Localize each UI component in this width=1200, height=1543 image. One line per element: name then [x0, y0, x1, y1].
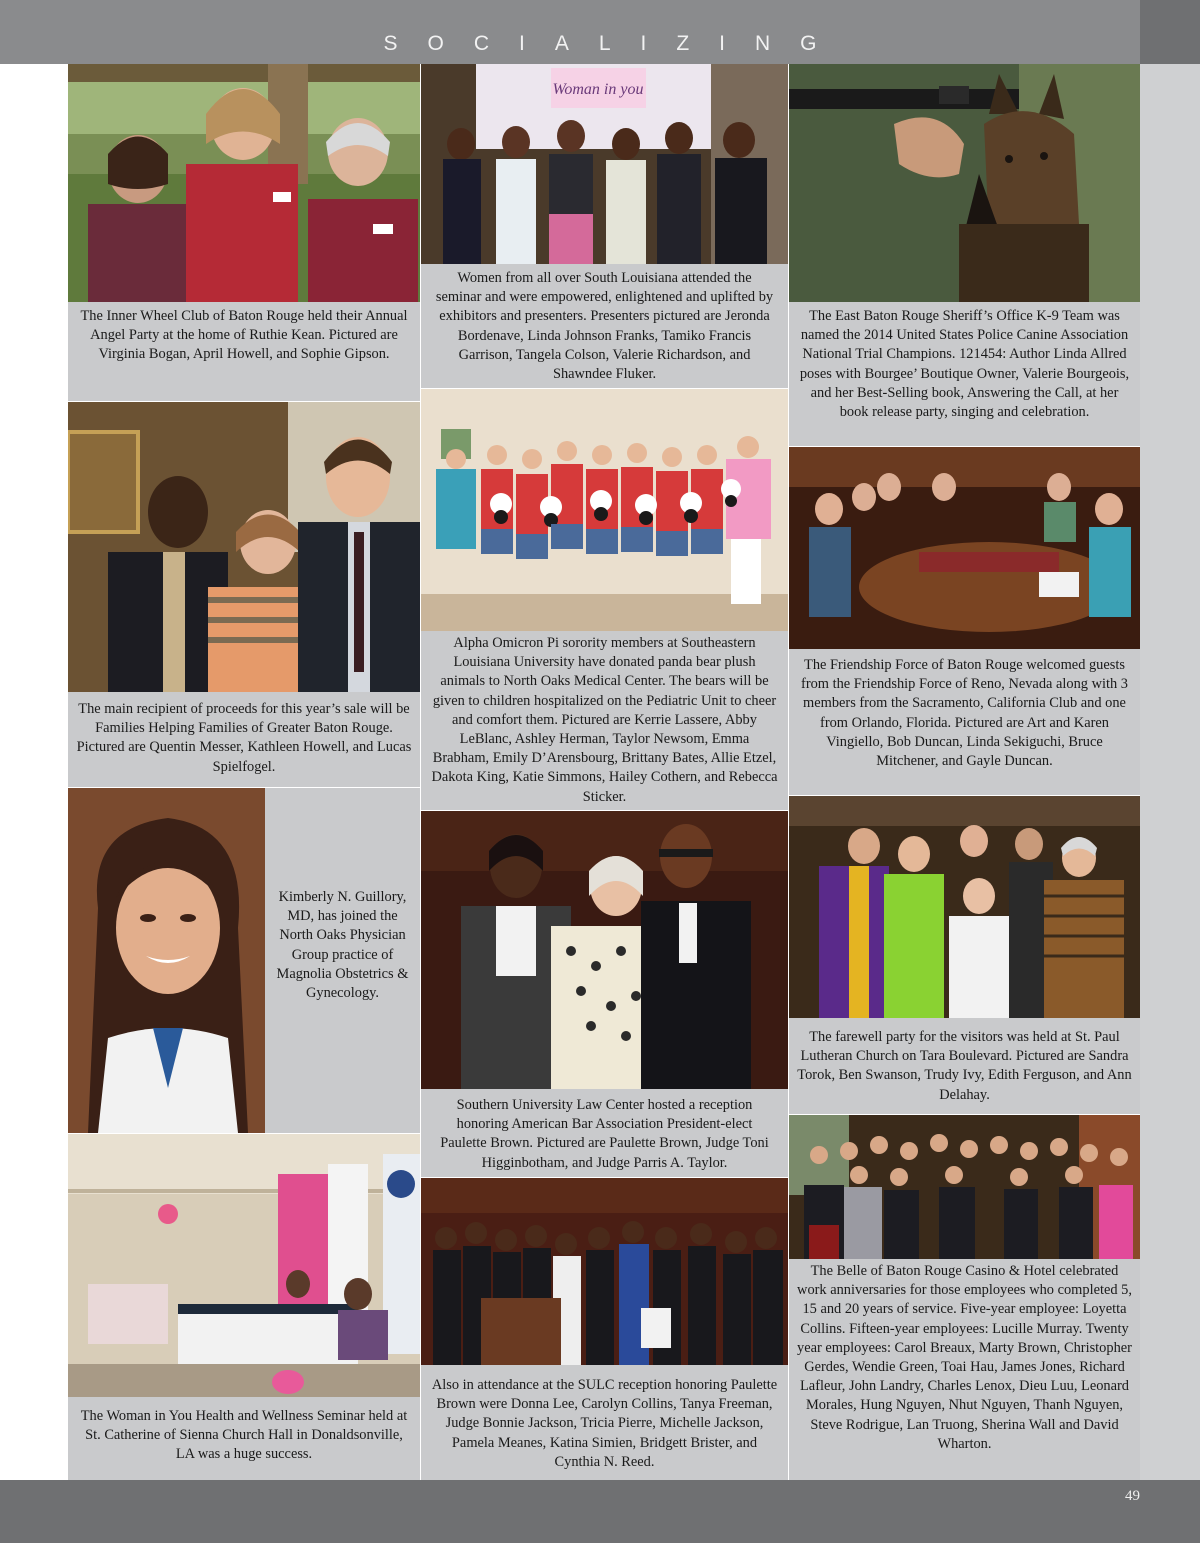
photo-sulc-reception [421, 811, 788, 1089]
photo-sulc-attendance [421, 1178, 788, 1365]
story-sulc-attendance [421, 1178, 788, 1480]
story-belle [789, 1115, 1140, 1480]
story-guillory [68, 788, 420, 1133]
caption-woman-in-you: The Woman in You Health and Wellness Seminar held at St. Catherine of Sienna Church Hall in Donaldsonville, LA was a huge success. [80, 1408, 408, 1463]
story-friendship-force [789, 447, 1140, 795]
caption-sulc-attendance: Also in attendance at the SULC reception honoring Paulette Brown were Donna Lee, Carolyn Collins, Tanya Freeman, Judge Bonnie Jackson, Tricia Pierre, Michelle Jackson, Pamela Meanes, Katina Simien, Bridgett Brister, and Cynthia N. Reed. [431, 1377, 778, 1470]
section-title: SOCIALIZING [383, 32, 847, 55]
story-sulc-reception [421, 811, 788, 1177]
banner-text: Woman in you [552, 81, 644, 98]
photo-inner-wheel [68, 64, 420, 302]
page-footer [0, 1480, 1200, 1543]
story-women-seminar [421, 64, 788, 388]
caption-inner-wheel: The Inner Wheel Club of Baton Rouge held their Annual Angel Party at the home of Ruthie Kean. Pictured are Virginia Bogan, April Howell, and Sophie Gipson. [80, 308, 408, 363]
caption-belle: The Belle of Baton Rouge Casino & Hotel celebrated work anniversaries for those employees who completed 5, 15 and 20 years of service. Five-year employee: Loyetta Collins. Fifteen-year employees: Lucille Murray. Twenty year employees: Carol Breaux, Marty Brown, Christopher Gerdes, Wendie Green, Toai Hau, James Jones, Richard Lafleur, John Landry, Charles Lenox, Dieu Luu, Leonard Morales, Hung Nguyen, Nhut Nguyen, Thanh Nguyen, Steve Rodrigue, Lan Truong, Sherina Wall and David Wharton. [797, 1263, 1132, 1452]
photo-alpha-omicron [421, 389, 788, 631]
photo-farewell [789, 796, 1140, 1018]
photo-k9-team [789, 64, 1140, 302]
caption-women-seminar: Women from all over South Louisiana attended the seminar and were empowered, enlightened and uplifted by exhibitors and presenters. Presenters pictured are Jeronda Bordenave, Linda Johnson Franks, Tamiko Francis Garrison, Tangela Colson, Valerie Richardson, and Shawndee Fluker. [435, 270, 774, 383]
story-farewell [789, 796, 1140, 1114]
photo-guillory [68, 788, 265, 1133]
caption-alpha-omicron: Alpha Omicron Pi sorority members at Southeastern Louisiana University have donated panda bear plush animals to North Oaks Medical Center. The bears will be given to children hospitalized on the Pediatric Unit to cheer and comfort them. Pictured are Kerrie Lassere, Abby LeBlanc, Ashley Herman, Taylor Newsom, Emma Brabham, Emily D’Arensbourg, Brittany Bates, Allie Etzel, Dakota King, Katie Simmons, Hailey Cothern, and Rebecca Sticker. [431, 635, 778, 805]
story-inner-wheel [68, 64, 420, 401]
photo-main-recipient [68, 402, 420, 692]
story-alpha-omicron [421, 389, 788, 810]
photo-woman-in-you [68, 1134, 420, 1397]
header-corner [1140, 0, 1200, 64]
story-k9-team [789, 64, 1140, 446]
page-number: 49 [1125, 1488, 1140, 1504]
caption-farewell: The farewell party for the visitors was held at St. Paul Lutheran Church on Tara Boulevard. Pictured are Sandra Torok, Ben Swanson, Trudy Ivy, Edith Ferguson, and Ann Delahay. [797, 1029, 1132, 1103]
caption-guillory: Kimberly N. Guillory, MD, has joined the North Oaks Physician Group practice of Magnolia Obstetrics & Gynecology. [276, 889, 409, 1002]
caption-main-recipient: The main recipient of proceeds for this year’s sale will be Families Helping Families of Greater Baton Rouge. Pictured are Quentin Messer, Kathleen Howell, and Lucas Spielfogel. [76, 701, 412, 775]
left-margin [0, 64, 68, 1480]
caption-friendship-force: The Friendship Force of Baton Rouge welcomed guests from the Friendship Force of Reno, Nevada along with 3 members from the Sacramento, California Club and one from Orlando, Florida. Pictured are Art and Karen Vingiello, Bob Duncan, Linda Sekiguchi, Bruce Mitchener, and Gayle Duncan. [801, 657, 1128, 770]
caption-sulc-reception: Southern University Law Center hosted a reception honoring American Bar Association President-elect Paulette Brown. Pictured are Paulette Brown, Judge Toni Higginbotham, and Judge Parris A. Taylor. [440, 1097, 769, 1171]
right-margin [1140, 64, 1200, 1480]
photo-women-seminar [421, 64, 788, 264]
story-main-recipient [68, 402, 420, 787]
photo-belle [789, 1115, 1140, 1259]
page-header [0, 0, 1140, 64]
photo-friendship-force [789, 447, 1140, 649]
story-woman-in-you [68, 1134, 420, 1480]
caption-k9-team: The East Baton Rouge Sheriff’s Office K-9 Team was named the 2014 United States Police Canine Association National Trial Champions. 121454: Author Linda Allred poses with Bourgee’ Boutique Owner, Valerie Bourgeois, and her Best-Selling book, Answering the Call, at her book release party, singing and celebration. [799, 308, 1130, 421]
